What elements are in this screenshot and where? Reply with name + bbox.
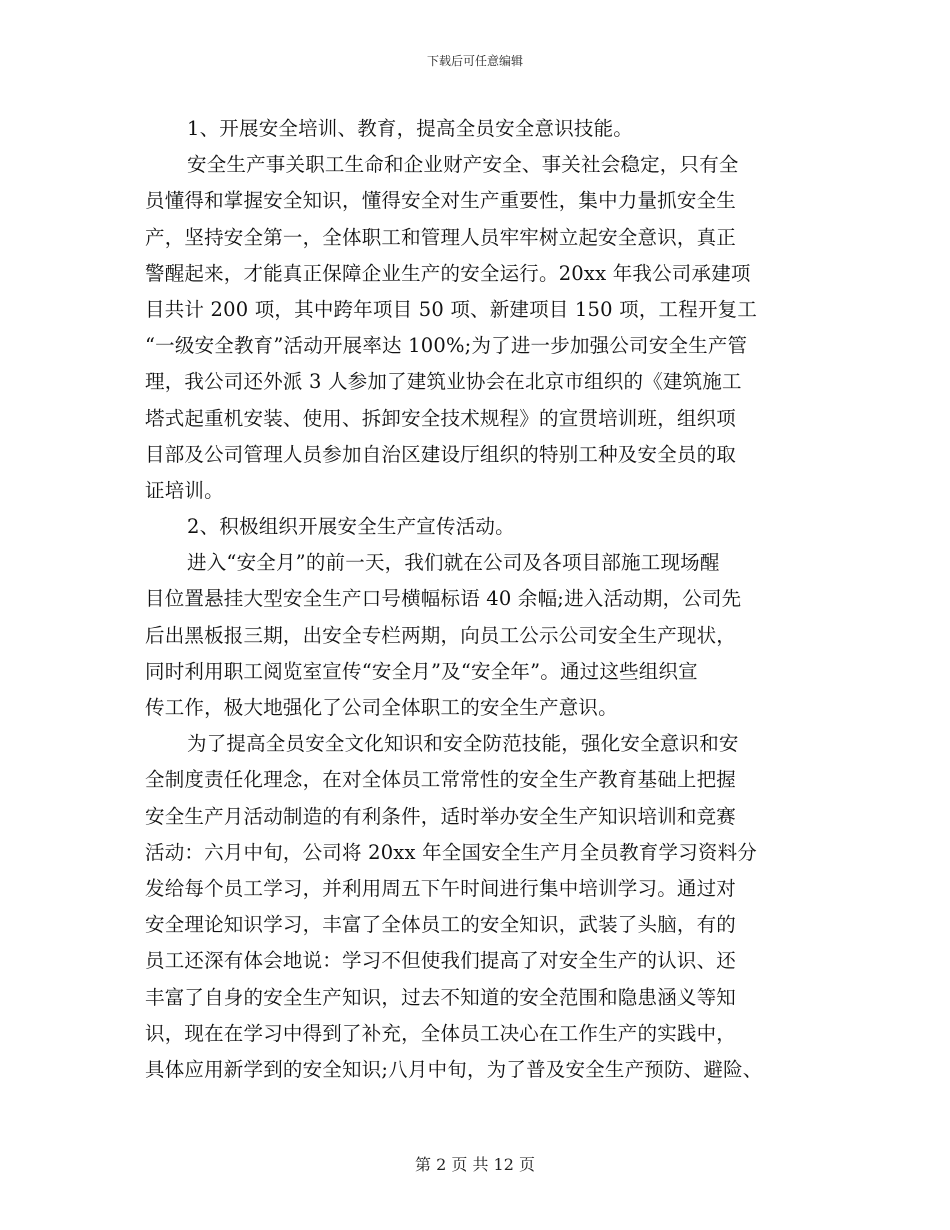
paragraph-line: 警醒起来，才能真正保障企业生产的安全运行。20xx 年我公司承建项	[145, 261, 751, 285]
paragraph-line: 塔式起重机安装、使用、拆卸安全技术规程》的宣贯培训班，组织项	[145, 406, 737, 430]
paragraph-line: 后出黑板报三期，出安全专栏两期，向员工公示公司安全生产现状，	[145, 623, 737, 647]
paragraph-line: 进入“安全月”的前一天，我们就在公司及各项目部施工现场醒	[187, 551, 720, 575]
paragraph-line: 安全生产月活动制造的有利条件，适时举办安全生产知识培训和竞赛	[145, 804, 737, 828]
paragraph-line: 理，我公司还外派 3 人参加了建筑业协会在北京市组织的《建筑施工	[145, 370, 742, 394]
paragraph-line: 员懂得和掌握安全知识，懂得安全对生产重要性，集中力量抓安全生	[145, 189, 737, 213]
paragraph-line: 安全理论知识学习，丰富了全体员工的安全知识，武装了头脑，有的	[145, 913, 737, 937]
paragraph-line: 目部及公司管理人员参加自治区建设厅组织的特别工种及安全员的取	[145, 442, 737, 466]
paragraph-line: 员工还深有体会地说：学习不但使我们提高了对安全生产的认识、还	[145, 949, 737, 973]
section-heading-1: 1、开展安全培训、教育，提高全员安全意识技能。	[187, 117, 634, 140]
section-heading-2: 2、积极组织开展安全生产宣传活动。	[187, 515, 515, 539]
document-body	[145, 111, 825, 1088]
paragraph-line: 识，现在在学习中得到了补充，全体员工决心在工作生产的实践中，	[145, 1021, 737, 1045]
paragraph-line: 产，坚持安全第一，全体职工和管理人员牢牢树立起安全意识，真正	[145, 225, 737, 249]
paragraph-line: 全制度责任化理念，在对全体员工常常性的安全生产教育基础上把握	[145, 768, 737, 792]
paragraph-line: 传工作，极大地强化了公司全体职工的安全生产意识。	[145, 696, 618, 719]
paragraph-line: 发给每个员工学习，并利用周五下午时间进行集中培训学习。通过对	[145, 876, 737, 900]
paragraph-line: 安全生产事关职工生命和企业财产安全、事关社会稳定，只有全	[187, 153, 739, 177]
paragraph-line: “一级安全教育”活动开展率达 100%;为了进一步加强公司安全生产管	[145, 334, 748, 358]
page-header: 下载后可任意编辑	[426, 54, 523, 68]
paragraph-line: 目共计 200 项，其中跨年项目 50 项、新建项目 150 项，工程开复工	[145, 297, 758, 321]
paragraph-line: 为了提高全员安全文化知识和安全防范技能，强化安全意识和安	[187, 732, 739, 756]
paragraph-line: 活动：六月中旬，公司将 20xx 年全国安全生产月全员教育学习资料分	[145, 840, 758, 864]
paragraph-line: 丰富了自身的安全生产知识，过去不知道的安全范围和隐患涵义等知	[145, 985, 737, 1009]
paragraph-line: 同时利用职工阅览室宣传“安全月”及“安全年”。通过这些组织宣	[145, 659, 698, 683]
paragraph-line: 证培训。	[145, 478, 224, 502]
page-number-footer: 第 2 页 共 12 页	[415, 1155, 535, 1174]
paragraph-line: 目位置悬挂大型安全生产口号横幅标语 40 余幅;进入活动期，公司先	[145, 587, 742, 611]
paragraph-line: 具体应用新学到的安全知识;八月中旬，为了普及安全生产预防、避险、	[145, 1057, 763, 1081]
